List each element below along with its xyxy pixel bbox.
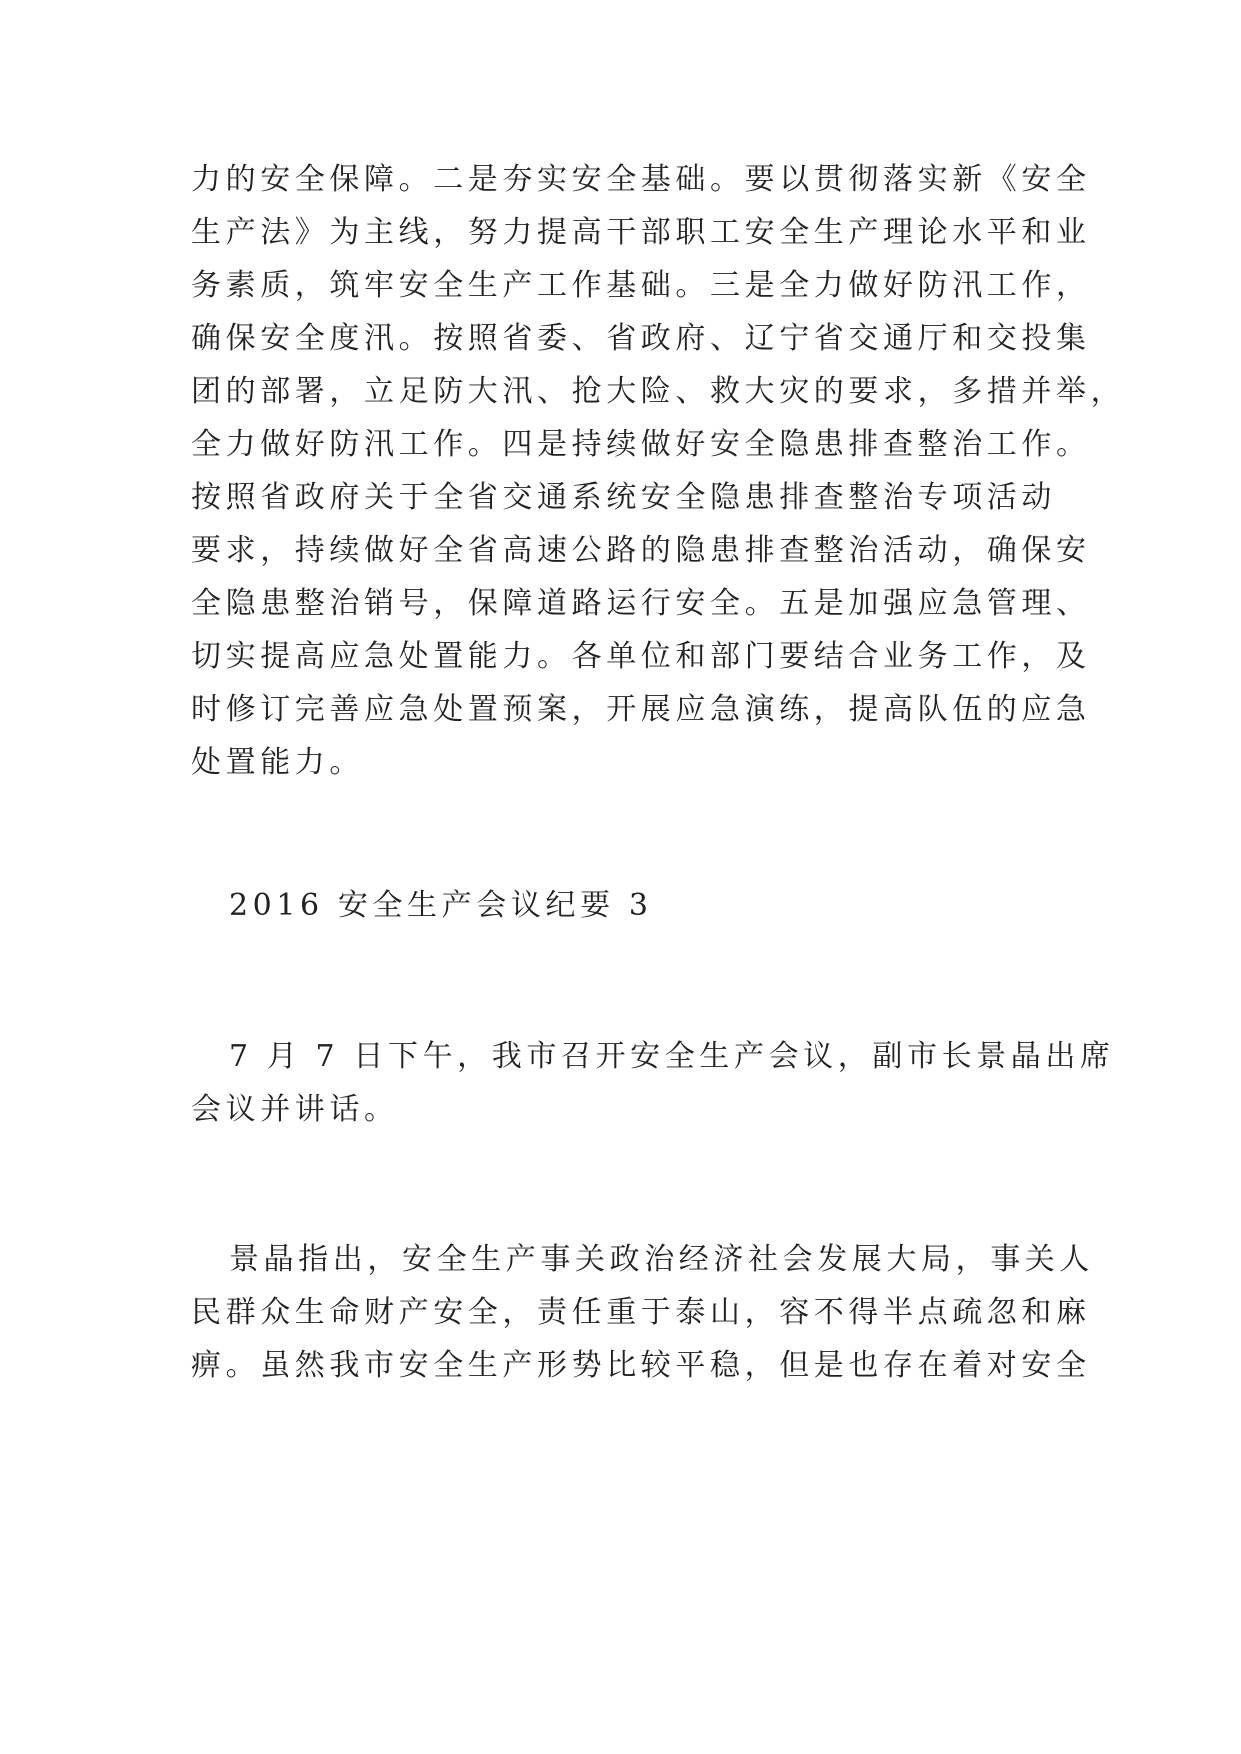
paragraph-1-line: 力的安全保障。二是夯实安全基础。要以贯彻落实新《安全	[191, 162, 1091, 197]
paragraph-1-line: 要求，持续做好全省高速公路的隐患排查整治活动，确保安	[191, 533, 1091, 568]
paragraph-2-line: 会议并讲话。	[191, 1092, 399, 1127]
section-title: 2016 安全生产会议纪要 3	[229, 888, 653, 923]
paragraph-1-line: 时修订完善应急处置预案，开展应急演练，提高队伍的应急	[191, 692, 1091, 727]
paragraph-1-line: 全力做好防汛工作。四是持续做好安全隐患排查整治工作。	[191, 427, 1091, 462]
paragraph-1-line: 全隐患整治销号，保障道路运行安全。五是加强应急管理、	[191, 586, 1091, 621]
paragraph-1-line: 确保安全度汛。按照省委、省政府、辽宁省交通厅和交投集	[191, 321, 1091, 356]
paragraph-1-line: 切实提高应急处置能力。各单位和部门要结合业务工作，及	[191, 639, 1091, 674]
paragraph-1-line: 处置能力。	[191, 745, 364, 780]
paragraph-3-line: 民群众生命财产安全，责任重于泰山，容不得半点疏忽和麻	[191, 1295, 1091, 1330]
paragraph-3-line: 痹。虽然我市安全生产形势比较平稳，但是也存在着对安全	[191, 1348, 1091, 1383]
paragraph-1-line: 务素质，筑牢安全生产工作基础。三是全力做好防汛工作，	[191, 268, 1091, 303]
paragraph-1-line: 团的部署，立足防大汛、抢大险、救大灾的要求，多措并举，	[191, 374, 1126, 409]
paragraph-1-line: 生产法》为主线，努力提高干部职工安全生产理论水平和业	[191, 215, 1091, 250]
paragraph-1-line: 按照省政府关于全省交通系统安全隐患排查整治专项活动	[191, 480, 1056, 515]
paragraph-2-line: 7 月 7 日下午，我市召开安全生产会议，副市长景晶出席	[229, 1039, 1115, 1074]
paragraph-3-line: 景晶指出，安全生产事关政治经济社会发展大局，事关人	[229, 1242, 1094, 1277]
